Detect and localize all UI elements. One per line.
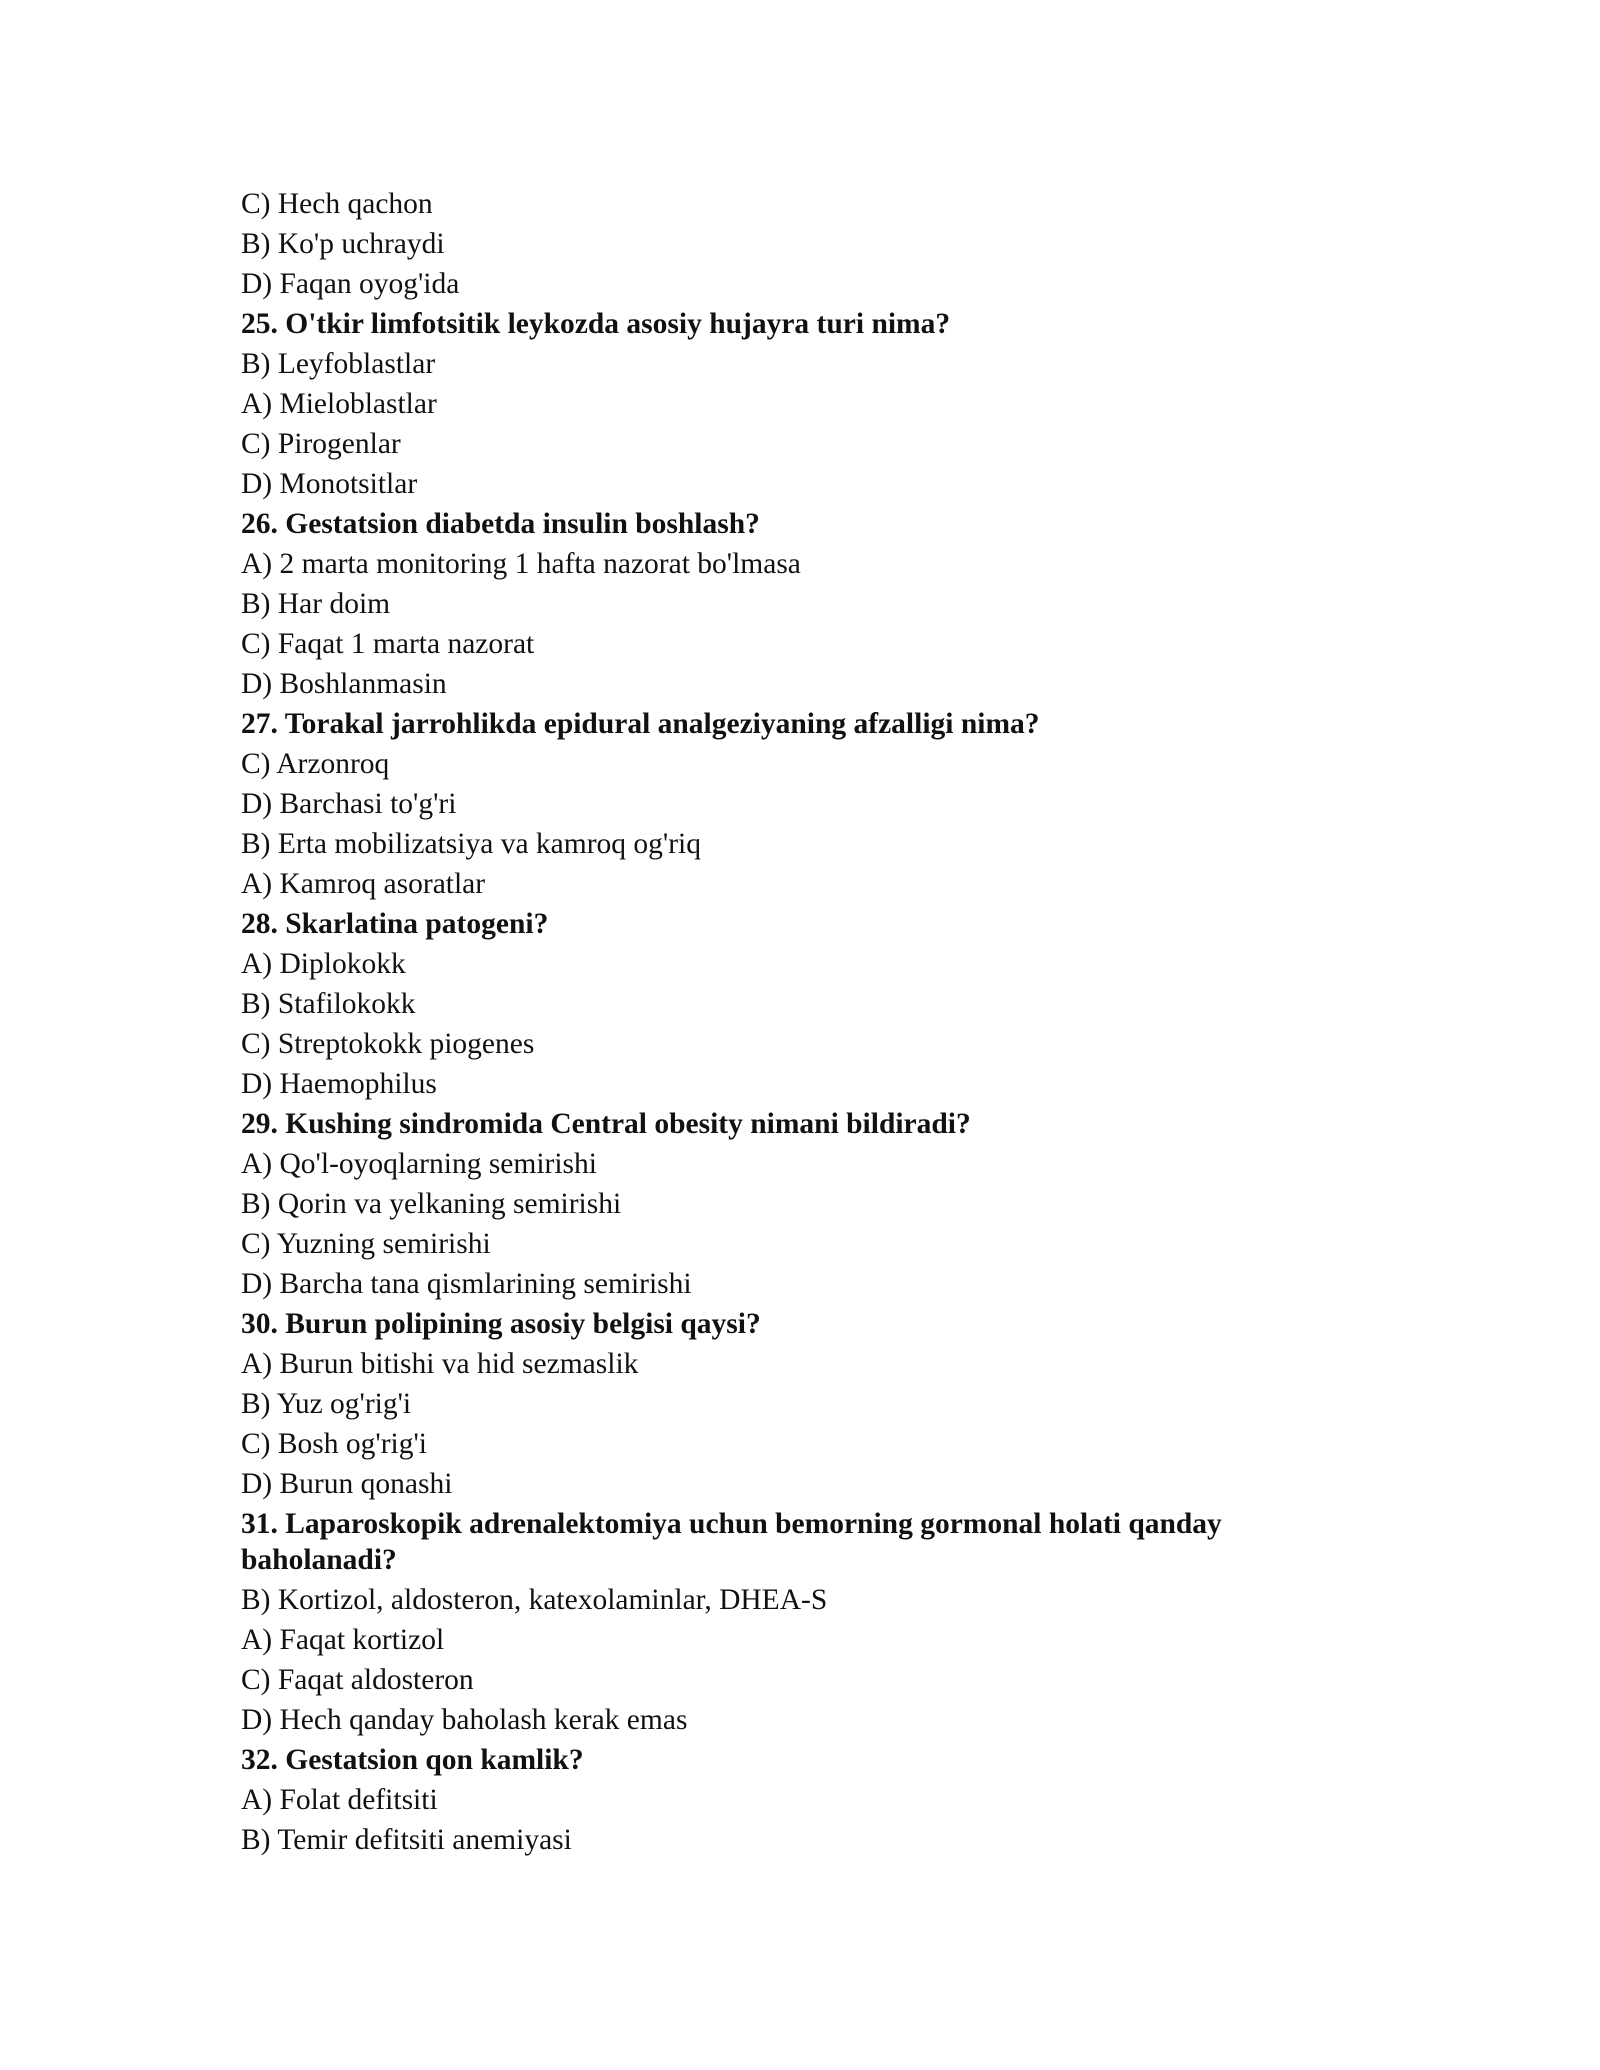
- answer-option: D) Barchasi to'g'ri: [241, 788, 457, 820]
- question-heading: 26. Gestatsion diabetda insulin boshlash?: [241, 508, 760, 540]
- question-heading: 28. Skarlatina patogeni?: [241, 908, 549, 940]
- question-heading: 29. Kushing sindromida Central obesity nimani bildiradi?: [241, 1108, 971, 1140]
- answer-option: C) Pirogenlar: [241, 428, 401, 460]
- answer-option: A) Kamroq asoratlar: [241, 868, 486, 900]
- answer-option: C) Faqat aldosteron: [241, 1664, 474, 1696]
- answer-option: A) Qo'l-oyoqlarning semirishi: [241, 1148, 597, 1180]
- answer-option: B) Kortizol, aldosteron, katexolaminlar, DHEA-S: [241, 1584, 828, 1616]
- answer-option: C) Bosh og'rig'i: [241, 1428, 428, 1460]
- answer-option: B) Temir defitsiti anemiyasi: [241, 1824, 572, 1856]
- answer-option: A) Mieloblastlar: [241, 388, 437, 420]
- answer-option: D) Monotsitlar: [241, 468, 418, 500]
- answer-option: C) Faqat 1 marta nazorat: [241, 628, 535, 660]
- answer-option: A) Folat defitsiti: [241, 1784, 438, 1816]
- question-heading: 32. Gestatsion qon kamlik?: [241, 1744, 584, 1776]
- quiz-content: [241, 184, 1361, 1860]
- answer-option: B) Ko'p uchraydi: [241, 228, 445, 260]
- question-heading: 30. Burun polipining asosiy belgisi qaysi?: [241, 1308, 761, 1340]
- answer-option: D) Hech qanday baholash kerak emas: [241, 1704, 688, 1736]
- answer-option: D) Faqan oyog'ida: [241, 268, 460, 300]
- answer-option: C) Hech qachon: [241, 188, 433, 220]
- answer-option: B) Qorin va yelkaning semirishi: [241, 1188, 622, 1220]
- answer-option: B) Leyfoblastlar: [241, 348, 436, 380]
- answer-option: A) Faqat kortizol: [241, 1624, 445, 1656]
- answer-option: C) Arzonroq: [241, 748, 390, 780]
- answer-option: D) Boshlanmasin: [241, 668, 447, 700]
- answer-option: B) Har doim: [241, 588, 391, 620]
- answer-option: D) Burun qonashi: [241, 1468, 453, 1500]
- answer-option: A) Diplokokk: [241, 948, 406, 980]
- answer-option: B) Yuz og'rig'i: [241, 1388, 412, 1420]
- answer-option: C) Yuzning semirishi: [241, 1228, 491, 1260]
- answer-option: A) 2 marta monitoring 1 hafta nazorat bo'lmasa: [241, 548, 801, 580]
- answer-option: D) Haemophilus: [241, 1068, 437, 1100]
- question-heading: 31. Laparoskopik adrenalektomiya uchun bemorning gormonal holati qanday baholanadi?: [241, 1508, 1222, 1576]
- answer-option: A) Burun bitishi va hid sezmaslik: [241, 1348, 639, 1380]
- answer-option: B) Erta mobilizatsiya va kamroq og'riq: [241, 828, 701, 860]
- answer-option: B) Stafilokokk: [241, 988, 416, 1020]
- answer-option: C) Streptokokk piogenes: [241, 1028, 535, 1060]
- answer-option: D) Barcha tana qismlarining semirishi: [241, 1268, 692, 1300]
- question-heading: 27. Torakal jarrohlikda epidural analgeziyaning afzalligi nima?: [241, 708, 1040, 740]
- question-heading: 25. O'tkir limfotsitik leykozda asosiy hujayra turi nima?: [241, 308, 951, 340]
